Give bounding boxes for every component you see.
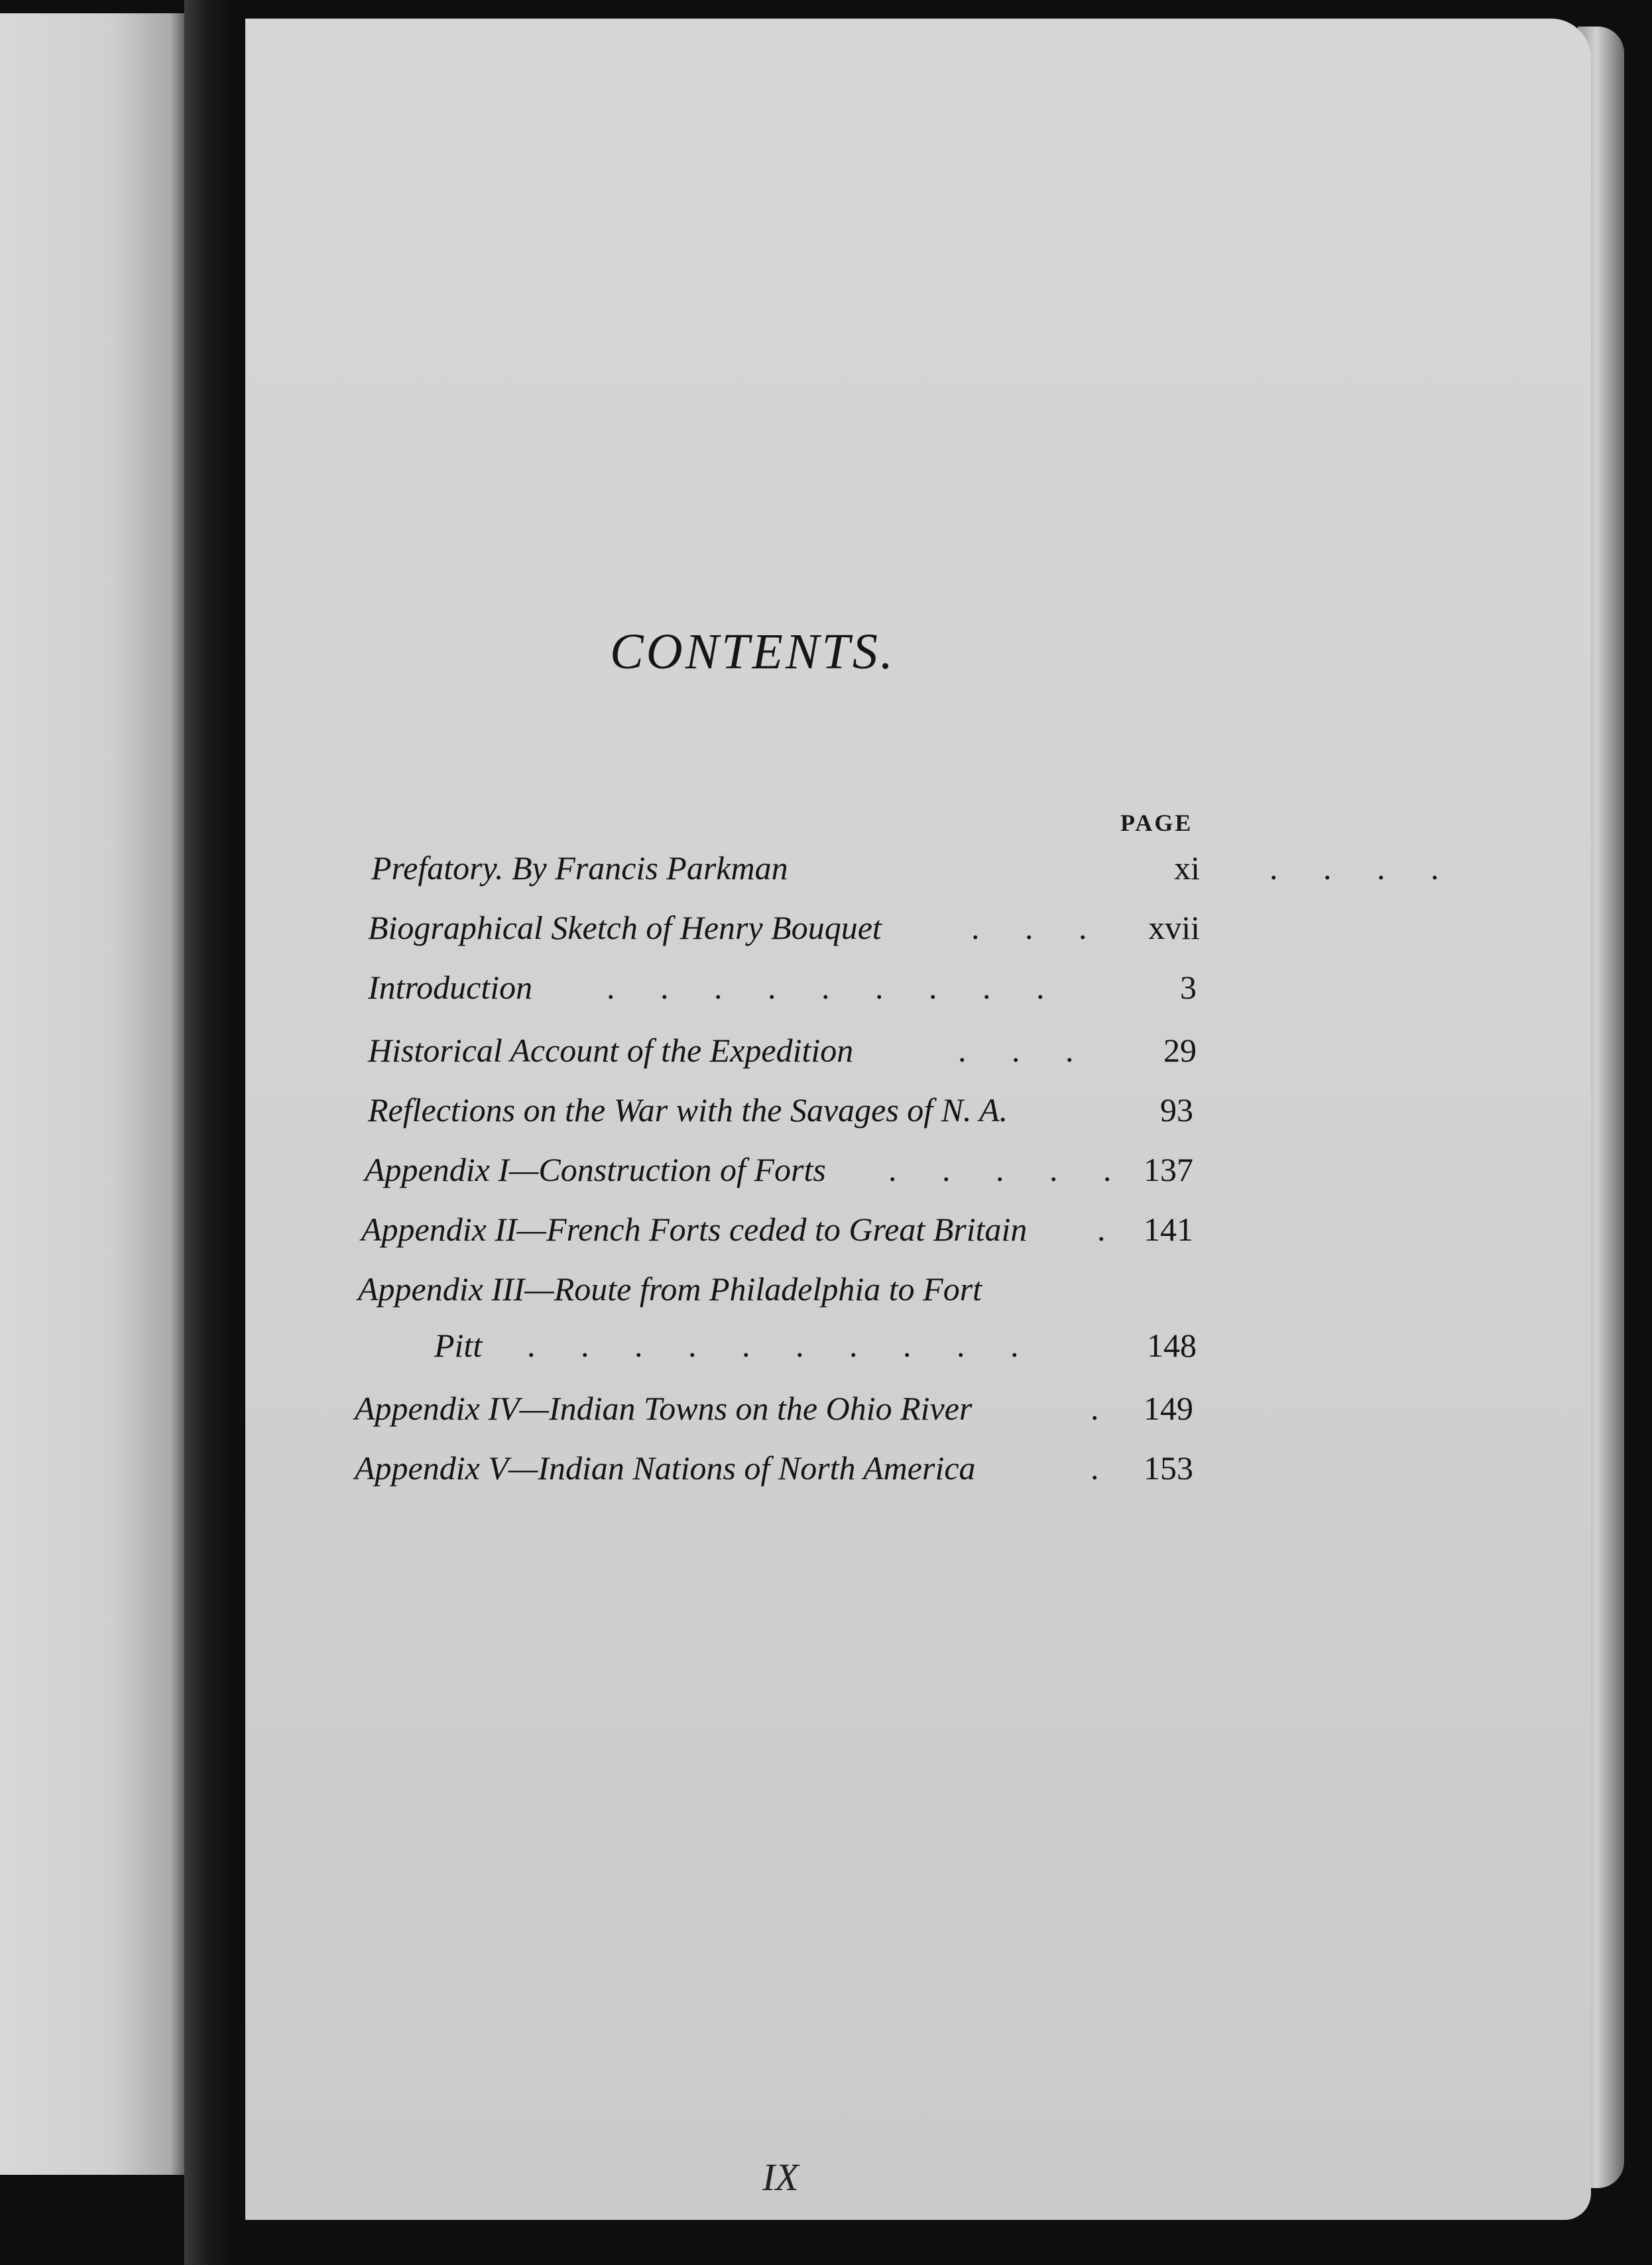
toc-entry-page: 137 bbox=[1144, 1151, 1193, 1188]
page-folio: IX bbox=[762, 2156, 799, 2199]
toc-entry-title: Biographical Sketch of Henry Bouquet bbox=[368, 909, 882, 946]
toc-entry[interactable] bbox=[358, 1270, 1200, 1323]
toc-leader-dots: . . . . bbox=[1269, 849, 1458, 887]
toc-entry-title: Pitt bbox=[434, 1327, 483, 1364]
toc-entry-page: 153 bbox=[1144, 1449, 1193, 1487]
toc-entry-title: Historical Account of the Expedition bbox=[368, 1032, 854, 1069]
toc-entry[interactable] bbox=[365, 1150, 1200, 1203]
toc-entry-title: Appendix II—French Forts ceded to Great Britain bbox=[361, 1211, 1028, 1248]
toc-entry-title: Appendix IV—Indian Towns on the Ohio River bbox=[355, 1390, 973, 1427]
toc-leader-dots: . bbox=[1091, 1449, 1118, 1487]
toc-leader-dots: . . . . . bbox=[888, 1151, 1130, 1188]
toc-entry[interactable] bbox=[368, 1031, 1200, 1084]
toc-leader-dots: . . . bbox=[958, 1032, 1092, 1069]
toc-entry-page: 148 bbox=[1147, 1327, 1197, 1364]
toc-entry-title: Appendix I—Construction of Forts bbox=[365, 1151, 826, 1188]
toc-entry-title: Introduction bbox=[368, 969, 533, 1006]
toc-entry-page: 149 bbox=[1144, 1390, 1193, 1427]
toc-entry[interactable] bbox=[361, 1210, 1200, 1263]
toc-leader-dots: . . . . . . . . . bbox=[607, 969, 1063, 1006]
page-title: CONTENTS. bbox=[610, 624, 896, 680]
page-column-header: PAGE bbox=[1120, 810, 1193, 836]
toc-leader-dots: . . . . . . . . . . bbox=[527, 1327, 1037, 1364]
toc-entry-title: Appendix V—Indian Nations of North America bbox=[355, 1449, 976, 1487]
book-gutter bbox=[184, 0, 231, 2265]
toc-leader-dots: . bbox=[1091, 1390, 1118, 1427]
toc-entry[interactable] bbox=[355, 1449, 1200, 1502]
toc-entry[interactable] bbox=[368, 968, 1200, 1021]
toc-entry-page: 93 bbox=[1160, 1091, 1193, 1129]
adjacent-page-fragment bbox=[0, 13, 186, 2175]
toc-entry-page: 3 bbox=[1180, 969, 1197, 1006]
toc-entry-page: 141 bbox=[1144, 1211, 1193, 1248]
toc-entry-page: xi bbox=[1174, 849, 1200, 887]
toc-leader-dots: . bbox=[1097, 1211, 1124, 1248]
toc-entry[interactable] bbox=[371, 849, 1458, 902]
toc-leader-dots: . . . bbox=[971, 909, 1106, 946]
toc-entry[interactable] bbox=[355, 1389, 1200, 1442]
toc-entry[interactable] bbox=[368, 1091, 1200, 1144]
toc-entry-page: xvii bbox=[1148, 909, 1200, 946]
toc-entry[interactable] bbox=[368, 908, 1200, 961]
toc-entry-continuation[interactable] bbox=[434, 1326, 1200, 1379]
toc-entry-title: Reflections on the War with the Savages of N. A. bbox=[368, 1091, 1008, 1129]
toc-entry-page: 29 bbox=[1163, 1032, 1197, 1069]
toc-entry-title: Prefatory. By Francis Parkman bbox=[371, 849, 788, 887]
toc-entry-title: Appendix III—Route from Philadelphia to Fort bbox=[358, 1270, 982, 1308]
